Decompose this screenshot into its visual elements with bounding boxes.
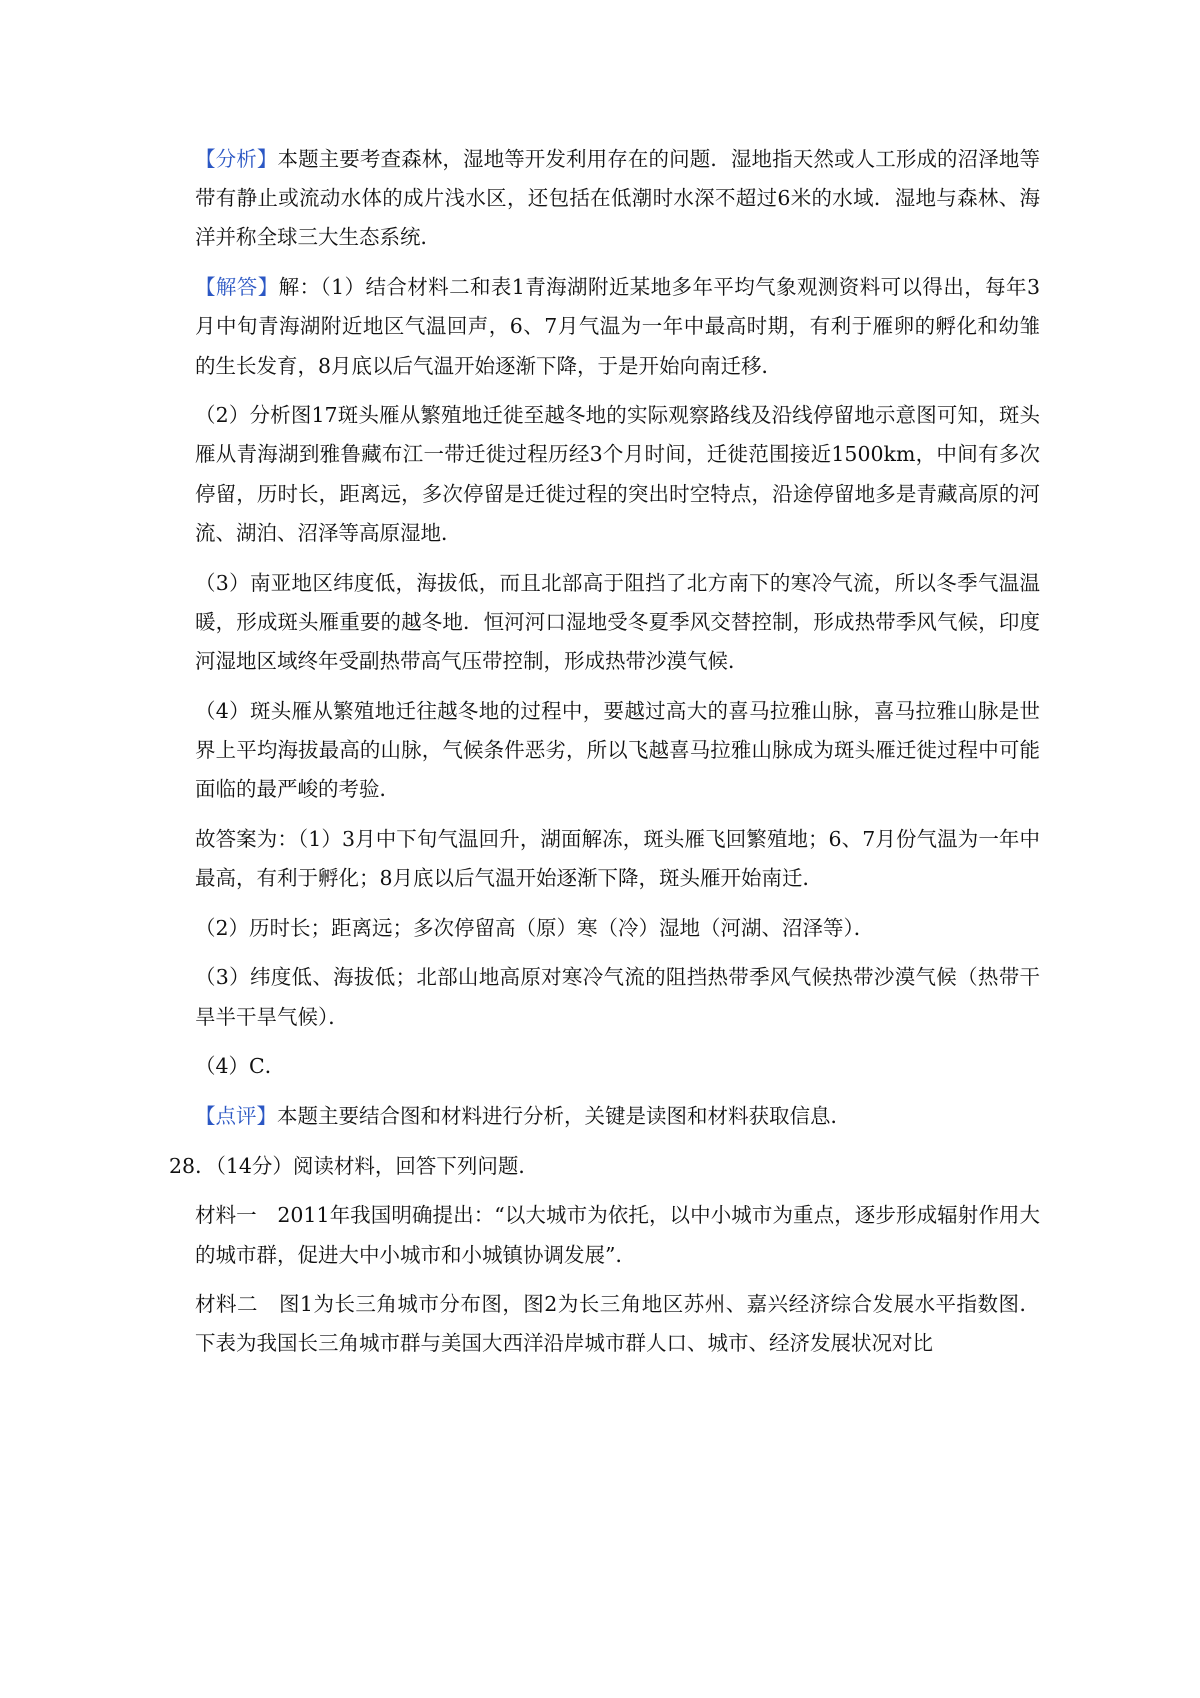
document-body	[169, 140, 1041, 1364]
comment-tag: 【点评】	[195, 1103, 277, 1128]
final-answer-1: 故答案为：（1）3月中下旬气温回升，湖面解冻，斑头雁飞回繁殖地；6、7月份气温为一年中最高，有利于孵化；8月底以后气温开始逐渐下降，斑头雁开始南迁．	[195, 826, 1040, 890]
question-28-material-2: 材料二 图1为长三角城市分布图，图2为长三角地区苏州、嘉兴经济综合发展水平指数图．下表为我国长三角城市群与美国大西洋沿岸城市群人口、城市、经济发展状况对比	[195, 1292, 1040, 1356]
answer-part-3: （3）南亚地区纬度低，海拔低，而且北部高于阻挡了北方南下的寒冷气流，所以冬季气温温暖，形成斑头雁重要的越冬地．恒河河口湿地受冬夏季风交替控制，形成热带季风气候，印度河湿地区域终年受副热带高气压带控制，形成热带沙漠气候．	[195, 570, 1040, 673]
question-28-heading: 28．（14分）阅读材料，回答下列问题．	[169, 1153, 539, 1178]
final-answer-2: （2）历时长；距离远；多次停留高（原）寒（冷）湿地（河湖、沼泽等）．	[195, 915, 875, 940]
comment-paragraph	[195, 1097, 1040, 1136]
answer-part-4: （4）斑头雁从繁殖地迁往越冬地的过程中，要越过高大的喜马拉雅山脉，喜马拉雅山脉是世界上平均海拔最高的山脉，气候条件恶劣，所以飞越喜马拉雅山脉成为斑头雁迁徙过程中可能面临的最严峻的考验．	[195, 698, 1040, 802]
analysis-text: 本题主要考查森林，湿地等开发利用存在的问题．湿地指天然或人工形成的沼泽地等带有静止或流动水体的成片浅水区，还包括在低潮时水深不超过6米的水域．湿地与森林、海洋并称全球三大生态系统．	[195, 147, 1041, 250]
question-28-material-1: 材料一 2011年我国明确提出：“以大城市为依托，以中小城市为重点，逐步形成辐射作用大的城市群，促进大中小城市和小城镇协调发展”．	[195, 1203, 1040, 1267]
final-answer-4: （4）C．	[195, 1054, 286, 1079]
answer-part-2: （2）分析图17斑头雁从繁殖地迁徙至越冬地的实际观察路线及沿线停留地示意图可知，斑头雁从青海湖到雅鲁藏布江一带迁徙过程历经3个月时间，迁徙范围接近1500km，中间有多次停留，历时长，距离远，多次停留是迁徙过程的突出时空特点，沿途停留地多是青藏高原的河流、湖泊、沼泽等高原湿地．	[195, 403, 1040, 545]
answer-paragraph	[195, 268, 1040, 386]
answer-intro: 解：（1）结合材料二和表1青海湖附近某地多年平均气象观测资料可以得出，每年3月中旬青海湖附近地区气温回声，6、7月气温为一年中最高时期，有利于雁卵的孵化和幼雏的生长发育，8月底以后气温开始逐渐下降，于是开始向南迁移．	[195, 275, 1040, 378]
final-answer-3: （3）纬度低、海拔低；北部山地高原对寒冷气流的阻挡热带季风气候热带沙漠气候（热带干旱半干旱气候）．	[195, 965, 1040, 1029]
analysis-tag: 【分析】	[195, 147, 278, 171]
answer-tag: 【解答】	[195, 275, 279, 300]
analysis-paragraph	[195, 140, 1040, 258]
comment-text: 本题主要结合图和材料进行分析，关键是读图和材料获取信息．	[277, 1103, 851, 1128]
